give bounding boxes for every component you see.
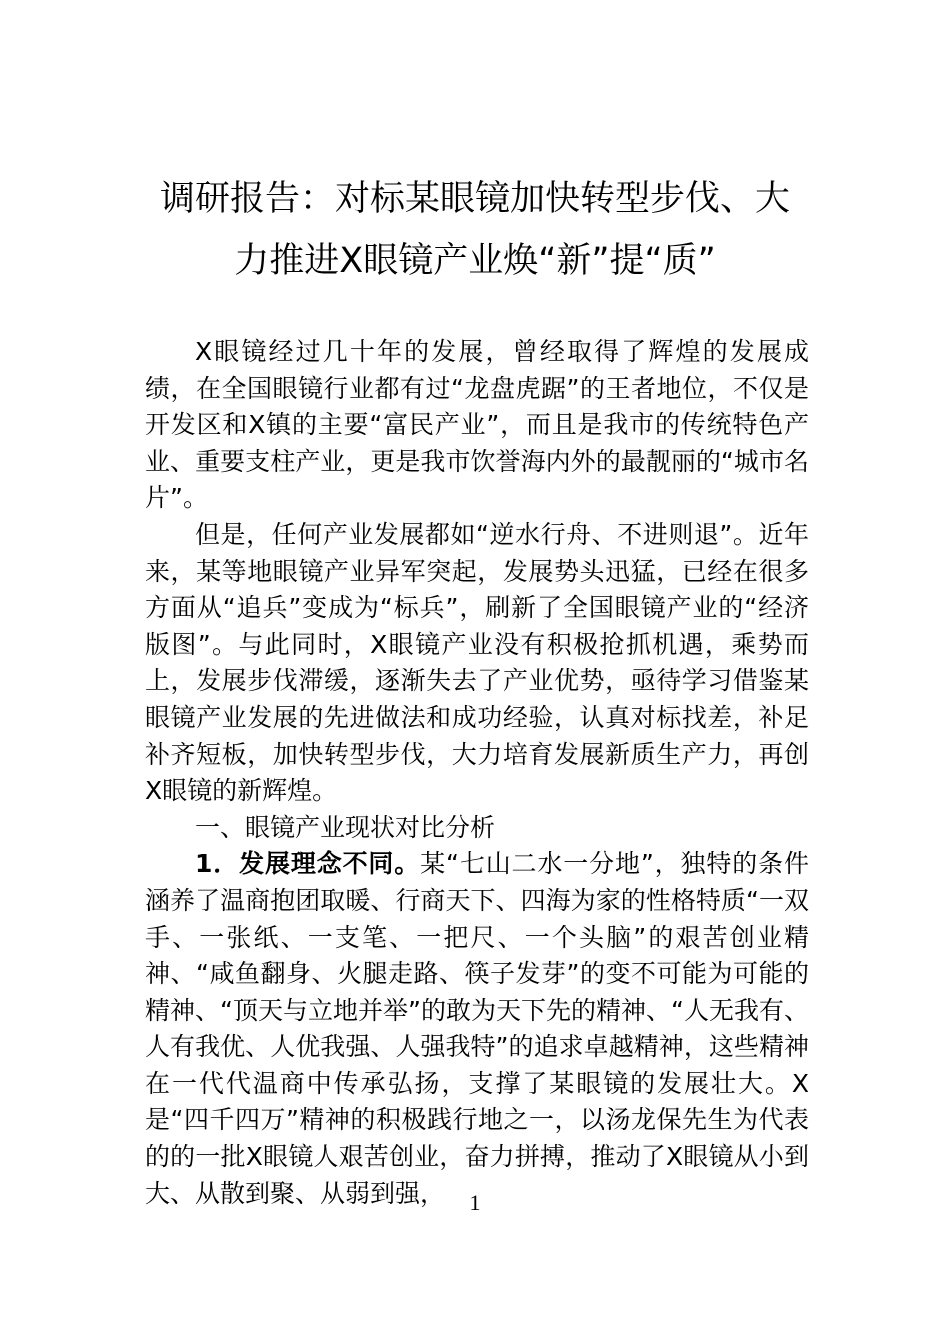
title-line-1: 调研报告：对标某眼镜加快转型步伐、大 [159, 179, 790, 219]
title-line-2: 力推进X眼镜产业焕“新”提“质” [234, 241, 716, 281]
paragraph-lead: 1．发展理念不同。 [195, 849, 421, 879]
section-heading: 一、眼镜产业现状对比分析 [195, 812, 496, 842]
paragraph-development-concept [145, 846, 809, 1212]
paragraph-intro: X眼镜经过几十年的发展，曾经取得了辉煌的发展成绩，在全国眼镜行业都有过“龙盘虎踞”的王者地位，不仅是开发区和X镇的主要“富民产业”，而且是我市的传统特色产业、重要支柱产业，更是我市饮誉海内外的最靓丽的“城市名片”。 [145, 337, 809, 513]
paragraph-background: 但是，任何产业发展都如“逆水行舟、不进则退”。近年来，某等地眼镜产业异军突起，发展势头迅猛，已经在很多方面从“追兵”变成为“标兵”，刷新了全国眼镜产业的“经济版图”。与此同时，X眼镜产业没有积极抢抓机遇，乘势而上，发展步伐滞缓，逐渐失去了产业优势，亟待学习借鉴某眼镜产业发展的先进做法和成功经验，认真对标找差，补足补齐短板，加快转型步伐，大力培育发展新质生产力，再创X眼镜的新辉煌。 [145, 519, 809, 806]
document-title [150, 168, 800, 292]
document-body [145, 334, 809, 1212]
paragraph-text: 某“七山二水一分地”，独特的条件涵养了温商抱团取暖、行商天下、四海为家的性格特质“一双手、一张纸、一支笔、一把尺、一个头脑”的艰苦创业精神、“咸鱼翻身、火腿走路、筷子发芽”的变不可能为可能的精神、“顶天与立地并举”的敢为天下先的精神、“人无我有、人有我优、人优我强、人强我特”的追求卓越精神，这些精神在一代代温商中传承弘扬，支撑了某眼镜的发展壮大。X是“四千四万”精神的积极践行地之一，以汤龙保先生为代表的的一批X眼镜人艰苦创业，奋力拼搏，推动了X眼镜从小到大、从散到聚、从弱到强， [145, 849, 809, 1208]
page-number: 1 [469, 1190, 481, 1215]
